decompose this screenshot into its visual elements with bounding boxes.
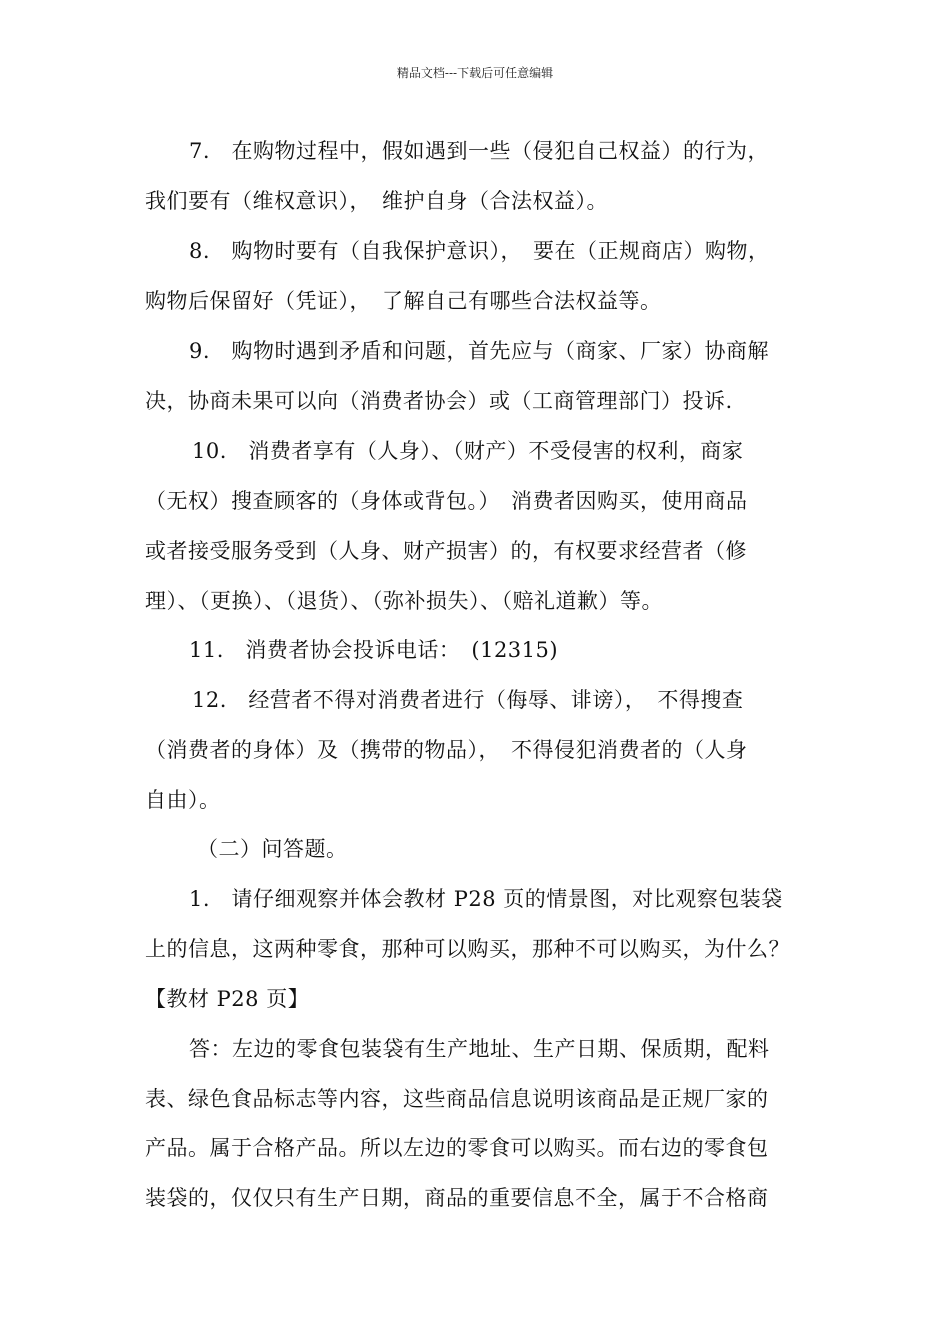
text-line: 购物后保留好（凭证）， 了解自己有哪些合法权益等。	[145, 289, 662, 313]
section-heading: （二）问答题。	[197, 837, 348, 861]
answer-line: 产品。属于合格产品。所以左边的零食可以购买。而右边的零食包	[145, 1136, 769, 1160]
text-line: （无权）搜查顾客的（身体或背包。） 消费者因购买，使用商品	[145, 489, 748, 513]
answer-line: 表、绿色食品标志等内容，这些商品信息说明该商品是正规厂家的	[145, 1087, 769, 1111]
page-header: 精品文档---下载后可任意编辑	[396, 66, 554, 80]
question-reference: 【教材 P28 页】	[145, 987, 310, 1011]
text-line: 理）、（更换）、（退货）、（弥补损失）、（赔礼道歉）等。	[145, 589, 663, 613]
text-line: 12. 经营者不得对消费者进行（侮辱、诽谤）， 不得搜查	[192, 688, 744, 712]
text-line: 我们要有（维权意识）， 维护自身（合法权益）。	[145, 189, 608, 213]
text-line: 8. 购物时要有（自我保护意识）， 要在（正规商店）购物，	[189, 239, 770, 263]
question-line: 1. 请仔细观察并体会教材 P28 页的情景图，对比观察包装袋	[189, 887, 783, 911]
question-line: 上的信息，这两种零食，那种可以购买，那种不可以购买，为什么？	[145, 937, 790, 961]
text-line: 决，协商未果可以向（消费者协会）或（工商管理部门）投诉.	[145, 389, 733, 413]
text-line: （消费者的身体）及（携带的物品）， 不得侵犯消费者的（人身	[145, 738, 748, 762]
text-line: 9. 购物时遇到矛盾和问题，首先应与（商家、厂家）协商解	[189, 339, 770, 363]
text-line: 自由）。	[145, 788, 221, 812]
answer-line: 装袋的，仅仅只有生产日期，商品的重要信息不全，属于不合格商	[145, 1186, 769, 1210]
text-line: 或者接受服务受到（人身、财产损害）的，有权要求经营者（修	[145, 539, 747, 563]
text-line: 7. 在购物过程中，假如遇到一些（侵犯自己权益）的行为，	[189, 139, 770, 163]
text-line: 11. 消费者协会投诉电话： (12315)	[189, 638, 559, 662]
answer-line: 答：左边的零食包装袋有生产地址、生产日期、保质期，配料	[189, 1037, 770, 1061]
text-line: 10. 消费者享有（人身）、（财产）不受侵害的权利，商家	[192, 439, 744, 463]
